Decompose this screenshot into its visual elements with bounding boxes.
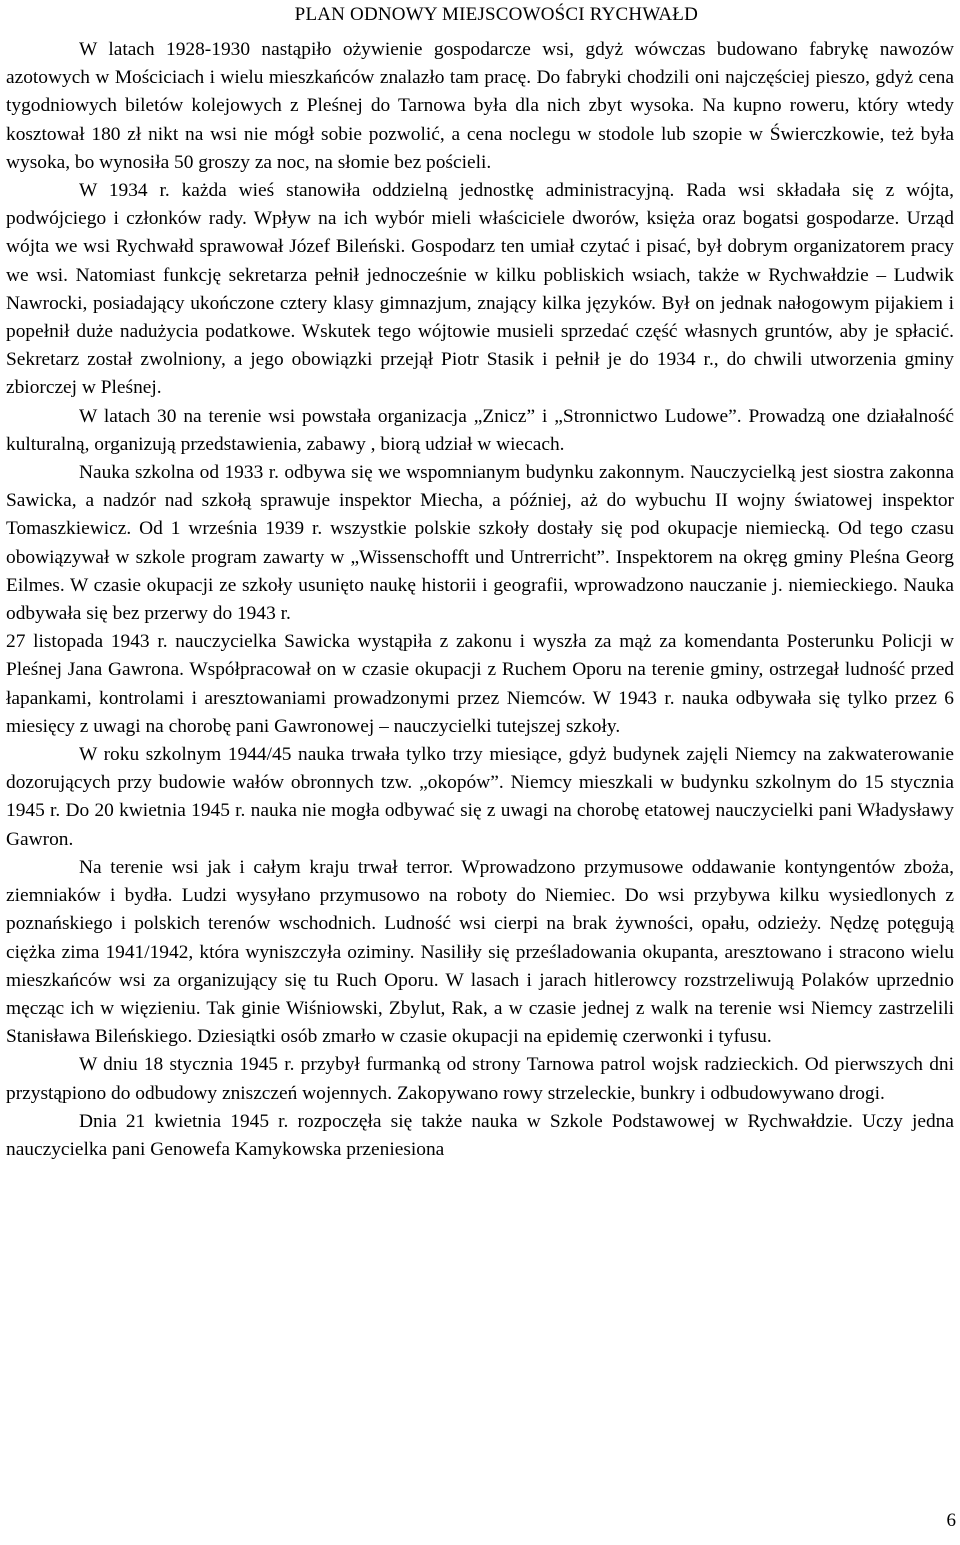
paragraph-5: 27 listopada 1943 r. nauczycielka Sawicka wystąpiła z zakonu i wyszła za mąż za komendanta Posterunku Policji w Pleśnej Jana Gawrona. Współpracował on w czasie okupacji z Ruchem Oporu na terenie gminy, ostrzegał ludność przed łapankami, kontrolami i aresztowaniami prowadzonymi przez Niemców. W 1943 r. nauka odbywała się tylko przez 6 miesięcy z uwagi na chorobę pani Gawronowej – nauczycielki tutejszej szkoły.: [6, 631, 954, 737]
paragraph-8: W dniu 18 stycznia 1945 r. przybył furmanką od strony Tarnowa patrol wojsk radzieckich. Od pierwszych dni przystąpiono do odbudowy zniszczeń wojennych. Zakopywano rowy strzeleckie, bunkry i odbudowywano drogi.: [6, 1054, 954, 1104]
paragraph-3: W latach 30 na terenie wsi powstała organizacja „Znicz” i „Stronnictwo Ludowe”. Prowadzą one działalność kulturalną, organizują przedstawienia, zabawy , biorą udział w wiecach.: [6, 405, 954, 455]
paragraph-9: Dnia 21 kwietnia 1945 r. rozpoczęła się także nauka w Szkole Podstawowej w Rychwałdzie. Uczy jedna nauczycielka pani Genowefa Kamykowska przeniesiona: [6, 1110, 954, 1160]
paragraph-7: Na terenie wsi jak i całym kraju trwał terror. Wprowadzono przymusowe oddawanie kontyngentów zboża, ziemniaków i bydła. Ludzi wysyłano przymusowo na roboty do Niemiec. Do wsi przybywa kilku wysiedlonych z poznańskiego i polskich terenów wschodnich. Ludność wsi cierpi na brak żywności, opału, odzieży. Nędzę potęgują ciężka zima 1941/1942, która wyniszczyła oziminy. Nasiliły się prześladowania okupanta, aresztowano i stracono wielu mieszkańców wsi za organizujący się tu Ruch Oporu. W lasach i jarach hitlerowcy rozstrzeliwują Polaków uprzednio męcząc ich w więzieniu. Tak ginie Wiśniowski, Zbylut, Rak, a w czasie jednej z walk na terenie wsi Niemcy zastrzelili Stanisława Bileńskiego. Dziesiątki osób zmarło w czasie okupacji na epidemię czerwonki i tyfusu.: [6, 856, 954, 1048]
paragraph-1: W latach 1928-1930 nastąpiło ożywienie gospodarcze wsi, gdyż wówczas budowano fabrykę nawozów azotowych w Mościciach i wielu mieszkańców znalazło tam pracę. Do fabryki chodzili oni najczęściej pieszo, gdyż cena tygodniowych biletów kolejowych z Pleśnej do Tarnowa była dla nich zbyt wysoka. Na kupno roweru, który wtedy kosztował 180 zł nikt na wsi nie mógł sobie pozwolić, a cena noclegu w stodole lub szopie w Świerczkowie, też była wysoka, bo wynosiła 50 groszy za noc, na słomie bez pościeli.: [6, 39, 954, 173]
paragraph-6: W roku szkolnym 1944/45 nauka trwała tylko trzy miesiące, gdyż budynek zajęli Niemcy na zakwaterowanie dozorujących przy budowie wałów obronnych tzw. „okopów”. Niemcy mieszkali w budynku szkolnym do 15 stycznia 1945 r. Do 20 kwietnia 1945 r. nauka nie mogła odbywać się z uwagi na chorobę etatowej nauczycielki pani Władysławy Gawron.: [6, 744, 954, 850]
paragraph-4: Nauka szkolna od 1933 r. odbywa się we wspomnianym budynku zakonnym. Nauczycielką jest siostra zakonna Sawicka, a nadzór nad szkołą sprawuje inspektor Miecha, a później, aż do wybuchu II wojny światowej inspektor Tomaszkiewicz. Od 1 września 1939 r. wszystkie polskie szkoły dostały się pod okupacje niemiecką. Od tego czasu obowiązywał w szkole program zawarty w „Wissenschofft und Untrerricht”. Inspektorem na okręg gminy Pleśna Georg Eilmes. W czasie okupacji ze szkoły usunięto naukę historii i geografii, wprowadzono nauczanie j. niemieckiego. Nauka odbywała się bez przerwy do 1943 r.: [6, 462, 954, 625]
paragraph-2: W 1934 r. każda wieś stanowiła oddzielną jednostkę administracyjną. Rada wsi składała się z wójta, podwójciego i członków rady. Wpływ na ich wybór mieli właściciele dworów, księża oraz bogatsi gospodarze. Urząd wójta we wsi Rychwałd sprawował Józef Bileński. Gospodarz ten umiał czytać i pisać, był dobrym organizatorem pracy we wsi. Natomiast funkcję sekretarza pełnił jednocześnie w kilku pobliskich wsiach, także w Rychwałdzie – Ludwik Nawrocki, posiadający ukończone cztery klasy gimnazjum, znający kilka języków. Był on jednak nałogowym pijakiem i popełnił duże nadużycia podatkowe. Wskutek tego wójtowie musieli sprzedać część własnych gruntów, aby je spłacić. Sekretarz został zwolniony, a jego obowiązki przejął Piotr Stasik i pełnił je do 1934 r., do chwili utworzenia gminy zbiorczej w Pleśnej.: [6, 180, 954, 399]
running-header: PLAN ODNOWY MIEJSCOWOŚCI RYCHWAŁD: [294, 4, 698, 25]
page-number: 6: [946, 1510, 956, 1531]
body-text: [6, 36, 954, 1164]
